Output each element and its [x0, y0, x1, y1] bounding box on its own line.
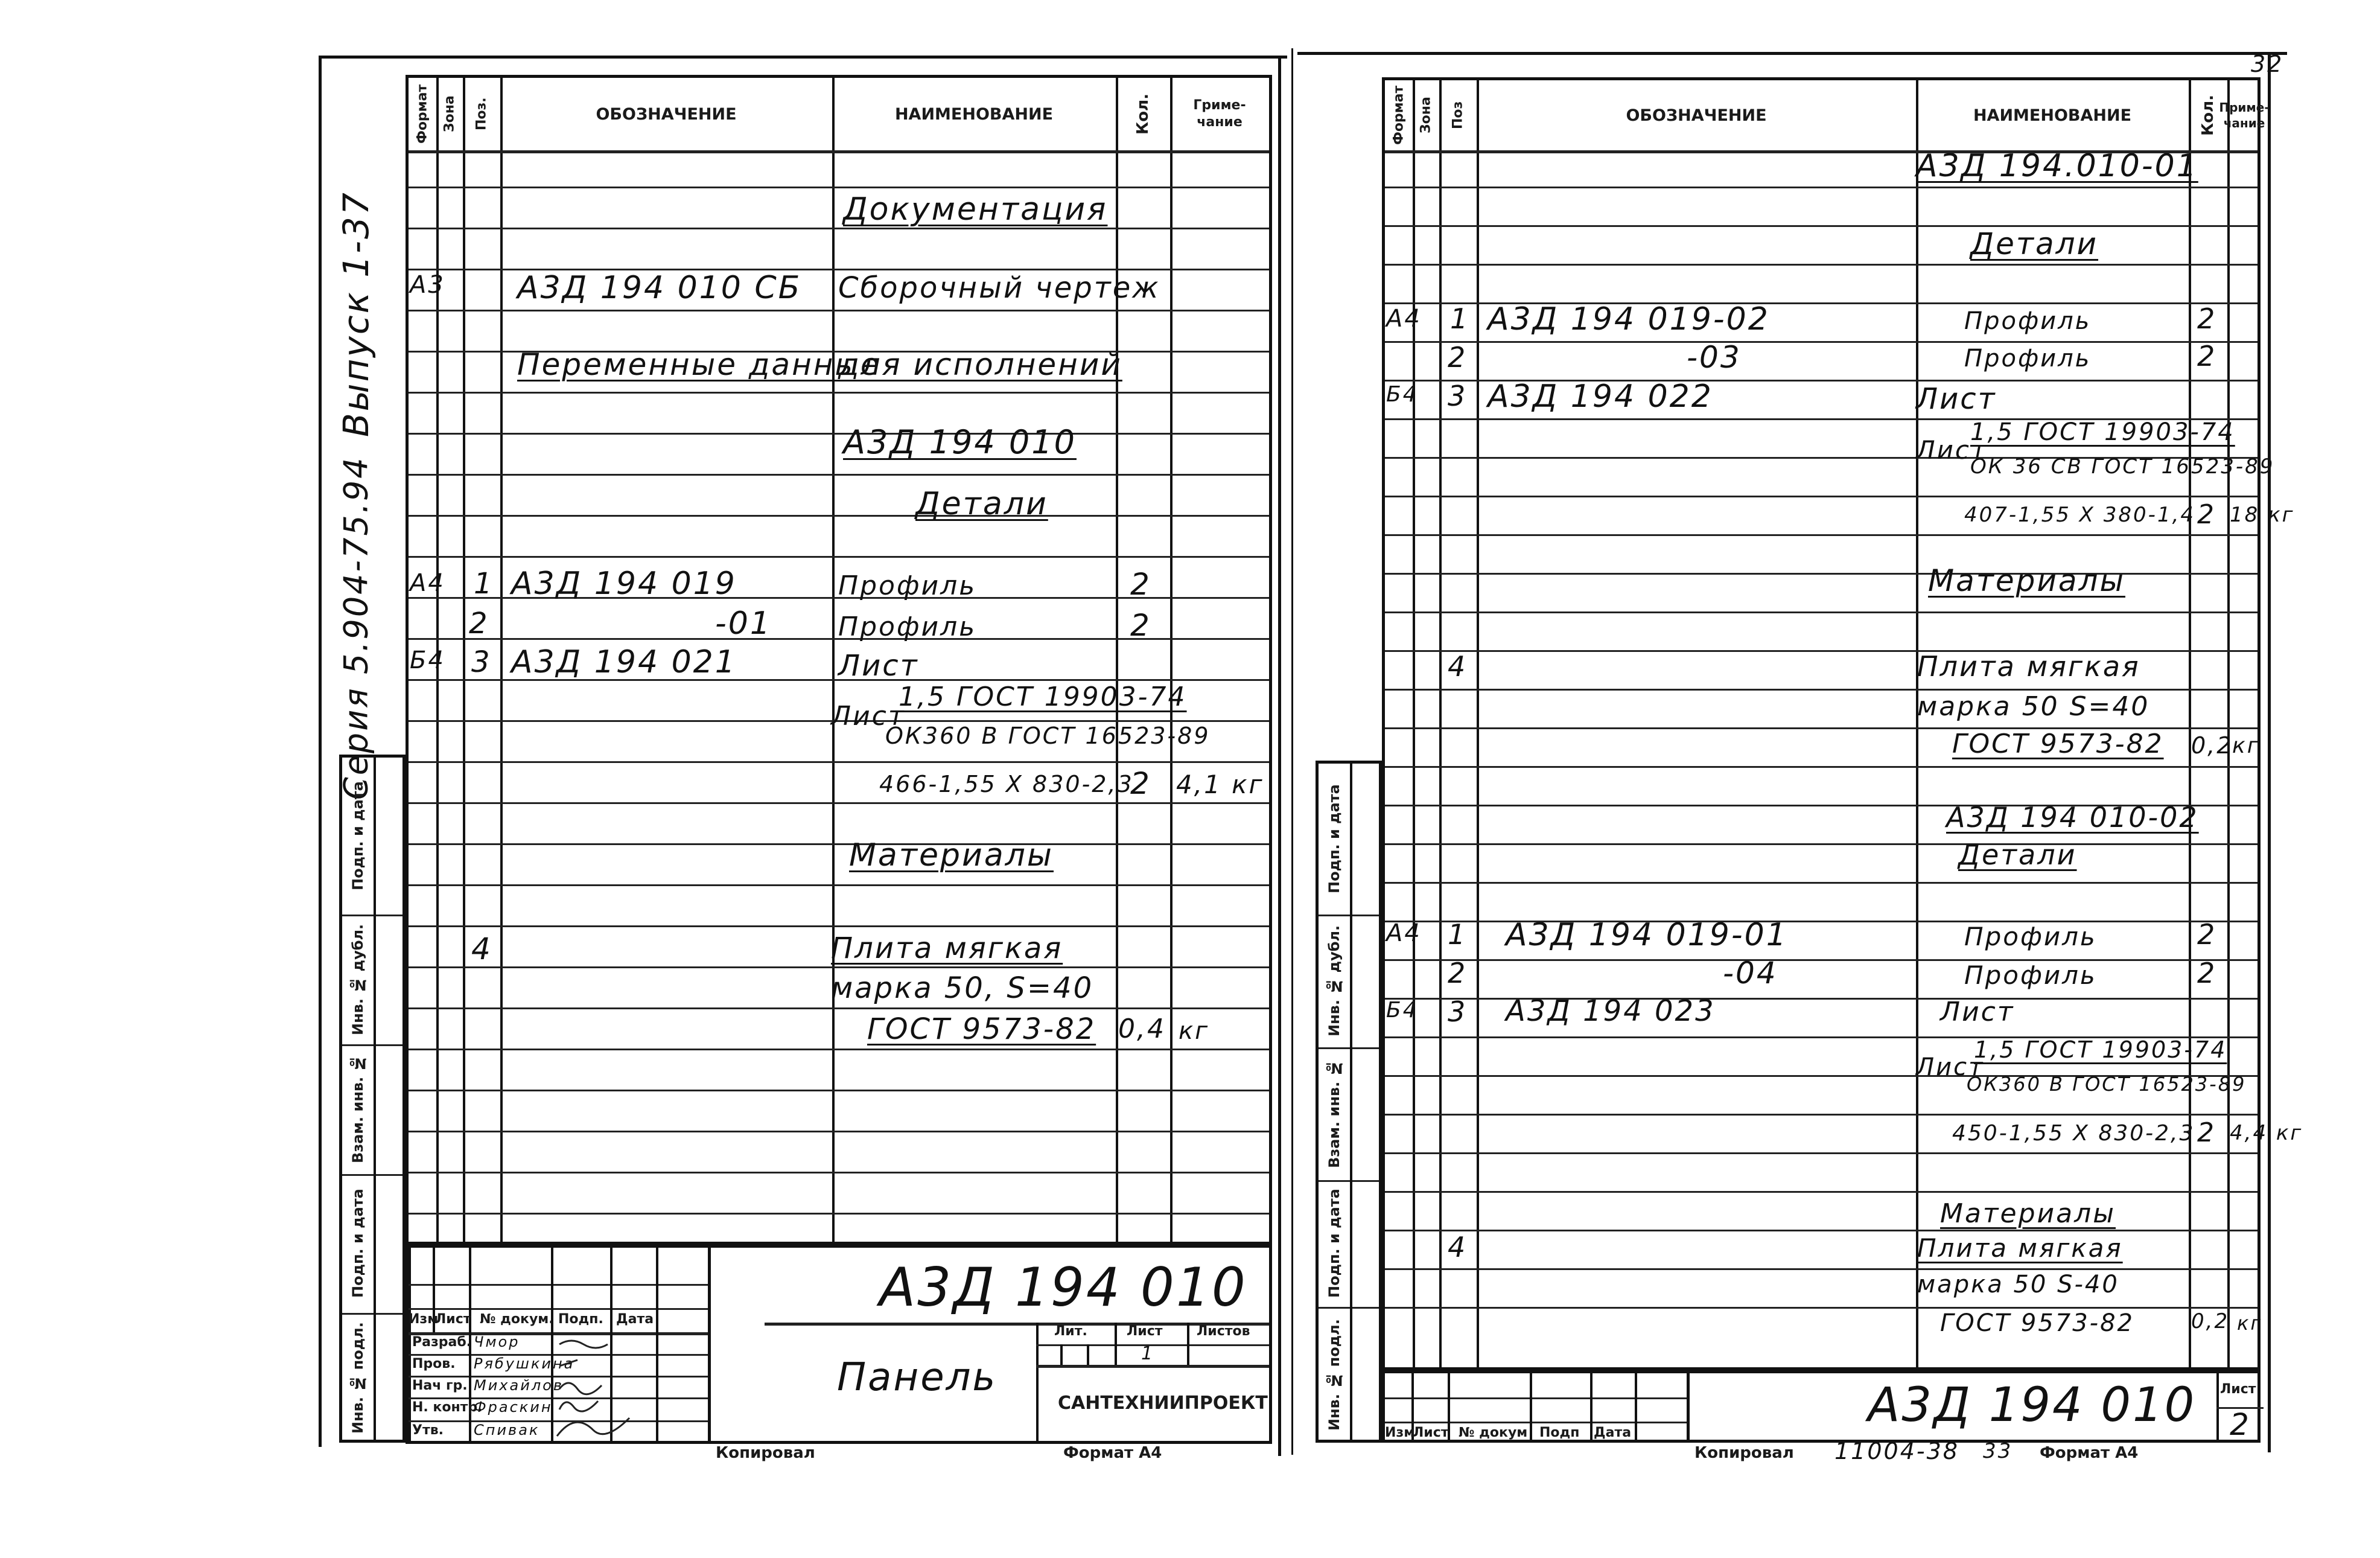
- row-pos: 4: [471, 931, 492, 966]
- side-label-replace-inv: Взам. инв. №: [349, 1055, 366, 1164]
- row-name: марка 50 S-40: [1917, 1271, 2119, 1298]
- header-zone: Зона: [442, 95, 457, 133]
- section-details: Детали: [1970, 226, 2099, 261]
- row-pos: 1: [1448, 918, 1468, 951]
- row-format: А4: [1386, 919, 1422, 947]
- section-materials: Материалы: [849, 837, 1054, 873]
- row-name: 450-1,55 Х 830-2,3: [1952, 1121, 2195, 1146]
- row-designation: -01: [715, 605, 772, 642]
- side-label-dup-inv: Инв. № дубл.: [349, 924, 366, 1035]
- row-qty: 2: [2197, 957, 2217, 989]
- row-name: Профиль: [1964, 307, 2092, 335]
- row-designation: А3Д 194 019-01: [1506, 917, 1788, 953]
- row-qty: 0,2: [2191, 732, 2233, 759]
- row-format: Б4: [1386, 382, 1419, 407]
- row-designation: А3Д 194 010 СБ: [517, 270, 802, 306]
- sheet-spec-b: 1,5 ГОСТ 19903-74: [1974, 1036, 2227, 1063]
- header-format: Формат: [415, 84, 430, 144]
- signatures: [553, 1332, 662, 1447]
- sheet-number: 1: [1141, 1343, 1155, 1364]
- sheet-number: 2: [2230, 1407, 2251, 1442]
- row-name: Сборочный чертеж: [838, 271, 1160, 305]
- header-pos: Поз: [1450, 101, 1466, 130]
- footer-copied: Копировал: [716, 1444, 815, 1462]
- side-label-replace-inv: Взам. инв. №: [1326, 1059, 1343, 1168]
- row-designation: А3Д 194 021: [511, 644, 737, 680]
- footer-format: Формат А4: [1063, 1444, 1162, 1462]
- col-list: Лист: [435, 1312, 471, 1327]
- row-format: А4: [1386, 305, 1422, 333]
- organization: САНТЕХНИИПРОЕКТ: [1058, 1393, 1268, 1414]
- footer-stamp: 11004-38: [1834, 1438, 1959, 1464]
- col-sign: Подп: [1539, 1425, 1580, 1440]
- col-izm: Изм: [409, 1312, 439, 1327]
- col-sign: Подп.: [558, 1312, 603, 1327]
- row-name: 466-1,55 Х 830-2,3: [879, 771, 1134, 797]
- row-note: 4,1 кг: [1176, 770, 1264, 799]
- row-name: Профиль: [1964, 345, 2092, 372]
- row-name: Плита мягкая: [1917, 650, 2140, 683]
- sheet-spec-a: Лист: [831, 701, 906, 732]
- col-list: Лист: [1413, 1425, 1449, 1440]
- name: Фраскин: [474, 1399, 553, 1416]
- row-name: Плита мягкая: [1917, 1233, 2123, 1263]
- row-qty: 2: [1130, 608, 1151, 643]
- sheet-spec-a: Лист: [1916, 435, 1988, 465]
- side-label-orig-inv: Инв. № подл.: [349, 1322, 366, 1434]
- document-code: А3Д 194 010: [879, 1256, 1247, 1318]
- side-stamp-column: [339, 755, 406, 1443]
- spec-table-2: [1382, 77, 2303, 1370]
- row-qty: 2: [2197, 918, 2217, 951]
- role: Утв.: [412, 1423, 444, 1438]
- sheet-spec-c: ОК 36 СВ ГОСТ 16523-89: [1970, 455, 2275, 479]
- name: Спивак: [474, 1422, 540, 1438]
- col-doc: № докум: [1459, 1425, 1528, 1440]
- spec-table-1: [406, 75, 1272, 1245]
- side-label-sign-date: Подп. и дата: [1326, 784, 1343, 894]
- col-doc: № докум.: [480, 1312, 554, 1327]
- header-name: НАИМЕНОВАНИЕ: [1973, 106, 2132, 125]
- header-note: Приме- чание: [2219, 100, 2270, 130]
- side-label-orig-inv: Инв. № подл.: [1326, 1319, 1343, 1431]
- row-name: Профиль: [1964, 922, 2097, 951]
- header-pos: Поз.: [474, 97, 489, 131]
- variant-code: А3Д 194 010-02: [1946, 801, 2199, 834]
- row-qty: 2: [1130, 567, 1151, 602]
- row-qty: 2: [1130, 766, 1151, 801]
- row-format: Б4: [1386, 998, 1419, 1023]
- role: Нач гр.: [412, 1378, 468, 1393]
- row-name: 407-1,55 Х 380-1,4: [1964, 503, 2196, 527]
- sheet-1-right-edge: [1278, 56, 1281, 1456]
- sheet-label: Лист: [2220, 1382, 2256, 1397]
- row-note: кг: [1179, 1017, 1210, 1045]
- sheet-2-frame-top: [1297, 52, 2287, 55]
- role: Пров.: [412, 1356, 456, 1371]
- row-note: кг: [2237, 1312, 2263, 1335]
- col-date: Дата: [1594, 1425, 1632, 1440]
- header-qty: Кол.: [2199, 94, 2217, 136]
- row-qty: 0,2: [2191, 1309, 2230, 1333]
- sheets-label: Листов: [1197, 1324, 1250, 1339]
- header-designation: ОБОЗНАЧЕНИЕ: [596, 104, 737, 124]
- row-format: Б4: [410, 647, 445, 674]
- variable-data-a: Переменные данные: [517, 347, 881, 382]
- section-documentation: Документация: [843, 191, 1108, 228]
- section-details: Детали: [915, 486, 1048, 522]
- row-pos: 2: [469, 607, 489, 640]
- sheet-2: [1291, 0, 2380, 1558]
- role: Разраб.: [412, 1335, 472, 1350]
- document-code: А3Д 194 010: [1868, 1378, 2197, 1432]
- row-format: А3: [410, 271, 445, 299]
- row-designation: А3Д 194 022: [1488, 378, 1713, 415]
- name: Михайлов: [474, 1377, 564, 1394]
- row-pos: 3: [1448, 380, 1468, 412]
- row-designation: А3Д 194 019-02: [1488, 301, 1770, 337]
- row-name: марка 50, S=40: [831, 971, 1094, 1005]
- footer-num: 33: [1983, 1439, 2013, 1463]
- row-note: 4,4 кг: [2230, 1121, 2303, 1145]
- series-number: Серия 5.904-75.94: [337, 456, 375, 800]
- name: Чмор: [474, 1333, 520, 1350]
- series-label: Выпуск 1-37: [336, 191, 377, 437]
- side-label-sign-date: Подп. и дата: [349, 781, 366, 891]
- row-designation: -04: [1723, 956, 1778, 991]
- row-note: кг: [2232, 733, 2261, 758]
- row-name: Плита мягкая: [831, 931, 1063, 965]
- sheet-spec-c: ОК360 В ГОСТ 16523-89: [1967, 1073, 2247, 1096]
- role: Н. контр.: [412, 1400, 483, 1415]
- row-name: марка 50 S=40: [1917, 691, 2150, 722]
- header-name: НАИМЕНОВАНИЕ: [894, 104, 1054, 124]
- row-qty: 2: [2197, 1117, 2216, 1148]
- row-qty: 2: [2197, 302, 2217, 335]
- row-name: ГОСТ 9573-82: [867, 1012, 1096, 1046]
- side-label-sign-date-2: Подп. и дата: [1326, 1189, 1343, 1298]
- sheet-spec-c: ОК360 В ГОСТ 16523-89: [885, 723, 1211, 749]
- lit-label: Лит.: [1054, 1324, 1087, 1339]
- row-name: Лист: [838, 649, 919, 683]
- title-block-1: [406, 1245, 1272, 1444]
- side-label-dup-inv: Инв. № дубл.: [1326, 925, 1343, 1037]
- row-qty: 0,4: [1118, 1014, 1166, 1044]
- variant-code: А3Д 194 010: [843, 423, 1077, 461]
- header-designation: ОБОЗНАЧЕНИЕ: [1626, 106, 1767, 125]
- side-label-sign-date-2: Подп. и дата: [349, 1189, 366, 1298]
- row-designation: А3Д 194 019: [511, 566, 737, 602]
- footer-format: Формат А4: [2040, 1444, 2139, 1462]
- header-note: Гриме- чание: [1193, 98, 1246, 130]
- row-name: Профиль: [838, 611, 977, 642]
- row-pos: 3: [1448, 995, 1468, 1028]
- variable-data-b: для исполнений: [838, 347, 1122, 382]
- section-materials: Материалы: [1940, 1198, 2116, 1229]
- header-format: Формат: [1391, 85, 1407, 145]
- sheet-spec-b: 1,5 ГОСТ 19903-74: [899, 682, 1187, 712]
- row-name: Лист: [1940, 997, 2015, 1027]
- col-izm: Изм: [1385, 1425, 1415, 1440]
- footer-copied: Копировал: [1694, 1444, 1794, 1462]
- title-block-2: [1382, 1370, 2261, 1443]
- header-qty: Кол.: [1134, 93, 1152, 135]
- row-pos: 1: [1450, 302, 1470, 335]
- section-materials: Материалы: [1928, 563, 2125, 598]
- row-pos: 4: [1448, 650, 1468, 683]
- row-pos: 4: [1448, 1231, 1468, 1263]
- header-zone: Зона: [1418, 97, 1434, 134]
- col-date: Дата: [616, 1312, 654, 1327]
- row-designation: А3Д 194 023: [1506, 994, 1716, 1028]
- variant-code: А3Д 194.010-01: [1916, 148, 2198, 184]
- sheet-label: Лист: [1127, 1324, 1163, 1339]
- page-number: 32: [2251, 51, 2284, 77]
- row-note: 18 кг: [2230, 503, 2295, 527]
- side-stamp-column: [1316, 761, 1382, 1443]
- row-qty: 2: [2197, 499, 2216, 530]
- sheet-2-right-edge: [2268, 52, 2271, 1452]
- row-pos: 1: [474, 567, 494, 601]
- section-details: Детали: [1958, 838, 2077, 871]
- name: Рябушкина: [474, 1355, 575, 1372]
- row-designation: -03: [1687, 340, 1742, 375]
- row-name: Лист: [1916, 382, 1997, 416]
- row-pos: 3: [471, 645, 492, 679]
- row-qty: 2: [2197, 340, 2217, 372]
- document-title: Панель: [837, 1355, 998, 1400]
- row-name: Профиль: [1964, 960, 2097, 990]
- sheet-spec-a: Лист: [1916, 1053, 1985, 1081]
- row-name: Профиль: [838, 570, 977, 601]
- row-pos: 2: [1448, 341, 1468, 374]
- row-pos: 2: [1448, 957, 1468, 989]
- row-name: ГОСТ 9573-82: [1952, 729, 2164, 759]
- row-name: ГОСТ 9573-82: [1940, 1309, 2134, 1337]
- sheet-spec-b: 1,5 ГОСТ 19903-74: [1970, 418, 2235, 446]
- row-format: А4: [410, 569, 445, 597]
